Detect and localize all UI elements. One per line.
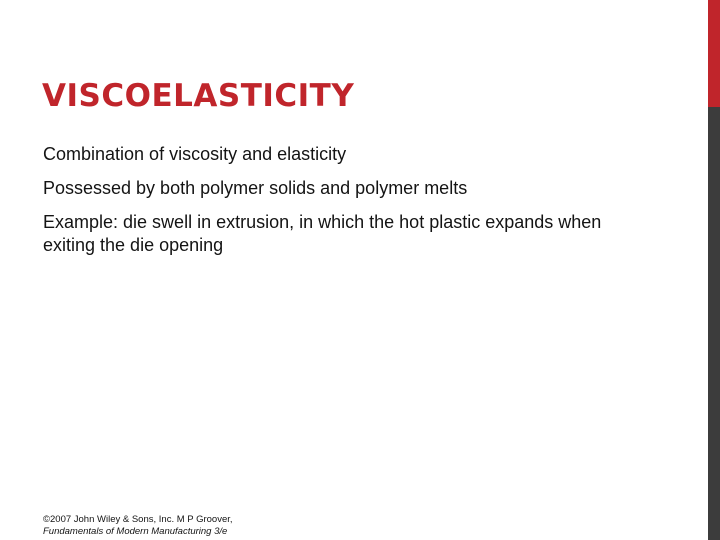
side-bar-accent [708,0,720,107]
footer-book-title: Fundamentals of Modern Manufacturing 3/e [43,526,228,537]
bullet-item: Example: die swell in extrusion, in which the hot plastic expands when exiting the die opening [43,212,602,255]
bullet-list [43,143,643,268]
bullet-item: Combination of viscosity and elasticity [43,144,347,164]
bullet-item: Possessed by both polymer solids and polymer melts [43,178,468,198]
footer-copyright: ©2007 John Wiley & Sons, Inc. M P Groover, [43,514,233,525]
footer-citation [43,514,233,538]
slide-title: VISCOELASTICITY [42,78,355,114]
